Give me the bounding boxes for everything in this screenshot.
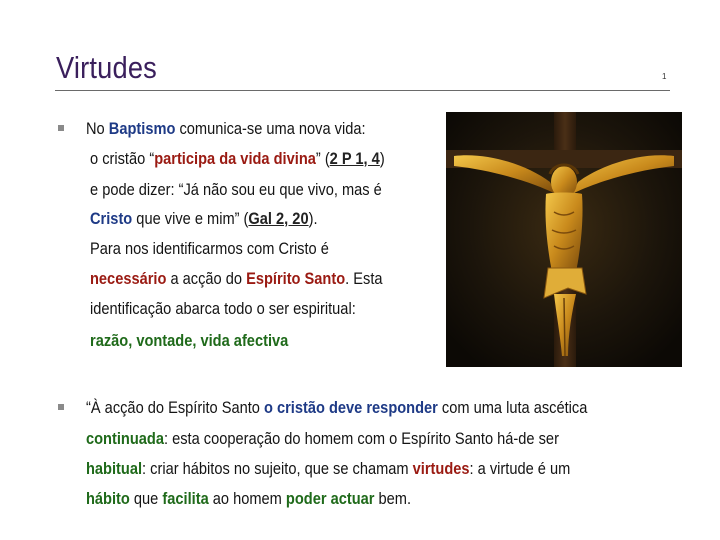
bullet1-line-4: Cristo que vive e mim” (Gal 2, 20). [90, 209, 318, 228]
bullet1-line-7: identificação abarca todo o ser espiritual: [90, 299, 356, 318]
bible-reference-link[interactable]: Gal 2, 20 [248, 209, 309, 228]
crucifix-image [446, 112, 682, 367]
bullet-marker-2 [58, 404, 64, 410]
bullet1-line-2: o cristão “participa da vida divina” (2 P 1, 4) [90, 149, 385, 168]
title-divider [55, 90, 670, 91]
bullet1-line-1: No Baptismo comunica-se uma nova vida: [86, 119, 366, 138]
bible-reference-link[interactable]: 2 P 1, 4 [329, 149, 380, 168]
bullet-marker-1 [58, 125, 64, 131]
page-number: 1 [662, 72, 667, 81]
bullet1-line-6: necessário a acção do Espírito Santo. Esta [90, 269, 383, 288]
slide-title: Virtudes [56, 50, 157, 85]
bullet1-line-8: razão, vontade, vida afectiva [90, 331, 289, 350]
bullet2-line-3: habitual: criar hábitos no sujeito, que se chamam virtudes: a virtude é um [86, 459, 571, 478]
bullet1-line-5: Para nos identificarmos com Cristo é [90, 239, 329, 258]
bullet1-line-3: e pode dizer: “Já não sou eu que vivo, mas é [90, 180, 382, 199]
bullet2-line-1: “À acção do Espírito Santo o cristão deve responder com uma luta ascética [86, 398, 588, 417]
bullet2-line-2: continuada: esta cooperação do homem com o Espírito Santo há-de ser [86, 429, 559, 448]
bullet2-line-4: hábito que facilita ao homem poder actuar bem. [86, 489, 412, 508]
